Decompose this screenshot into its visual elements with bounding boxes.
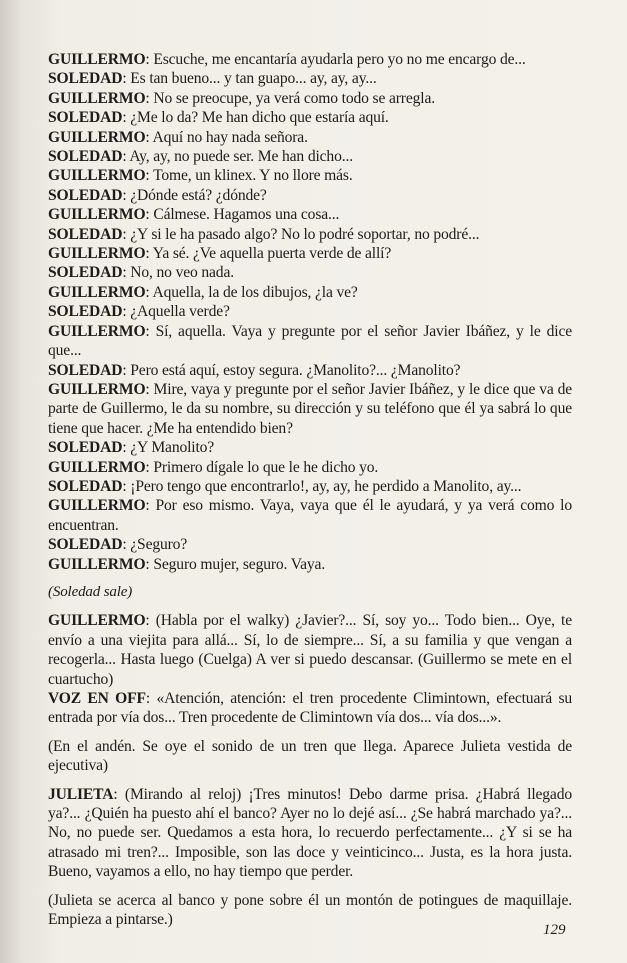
dialogue-text: : «Atención, atención: el tren procedente Climintown, efectuará su entrada por vía dos... Tren procedente de Climintown vía dos... vía dos...». — [48, 690, 573, 727]
spacer — [48, 882, 572, 891]
spacer — [48, 728, 572, 737]
speaker-name: SOLEDAD — [48, 361, 123, 379]
dialogue-line — [48, 186, 572, 205]
dialogue-text: : ¿Dónde está? ¿dónde? — [122, 186, 267, 204]
speaker-name: SOLEDAD — [48, 186, 123, 204]
speaker-name: SOLEDAD — [48, 477, 123, 495]
dialogue-line — [48, 244, 572, 263]
dialogue-line — [48, 785, 572, 882]
dialogue-text: : (Habla por el walky) ¿Javier?... Sí, soy yo... Todo bien... Oye, te envío a una viejita para allá... Sí, lo de siempre... Sí, a su familia y que vengan a recogerla... Hasta luego (Cuelga) A ver si puedo descansar. (Guillermo se mete en el cuartucho) — [48, 612, 572, 688]
speaker-name: SOLEDAD — [48, 148, 123, 166]
dialogue-line — [48, 205, 572, 224]
speaker-name: GUILLERMO — [48, 89, 146, 107]
dialogue-line — [48, 108, 572, 127]
dialogue-line — [48, 322, 572, 361]
dialogue-text: : Tome, un klinex. Y no llore más. — [145, 167, 353, 185]
dialogue-line — [48, 225, 572, 244]
dialogue-text: : Seguro mujer, seguro. Vaya. — [145, 555, 326, 573]
dialogue-line — [48, 458, 572, 477]
stage-direction-anden: (En el andén. Se oye el sonido de un tren que llega. Aparece Julieta vestida de ejecutiva) — [48, 737, 572, 775]
dialogue-line — [48, 361, 572, 380]
dialogue-line — [48, 263, 572, 282]
speaker-name: GUILLERMO — [48, 380, 146, 398]
speaker-name: GUILLERMO — [48, 497, 146, 515]
dialogue-text: : No se preocupe, ya verá como todo se arregla. — [145, 89, 435, 107]
speaker-name: GUILLERMO — [48, 206, 146, 224]
dialogue-text: : ¿Aquella verde? — [122, 303, 230, 321]
dialogue-line — [48, 477, 572, 496]
speaker-name: GUILLERMO — [48, 128, 146, 146]
speaker-name: SOLEDAD — [48, 439, 123, 457]
speaker-name: JULIETA — [48, 785, 114, 803]
dialogue-text: : Primero dígale lo que le he dicho yo. — [145, 458, 379, 476]
dialogue-text: : Por eso mismo. Vaya, vaya que él le ayudará, y ya verá como lo encuentran. — [48, 497, 572, 534]
dialogue-line — [48, 302, 572, 321]
speaker-name: GUILLERMO — [48, 612, 146, 630]
speaker-name: SOLEDAD — [48, 70, 123, 88]
speaker-name: SOLEDAD — [48, 225, 123, 243]
dialogue-text: : Aquella, la de los dibujos, ¿la ve? — [145, 283, 358, 301]
dialogue-line — [48, 611, 572, 689]
dialogue-line — [48, 283, 572, 302]
dialogue-text: : Aquí no hay nada señora. — [145, 128, 308, 146]
speaker-name: GUILLERMO — [48, 51, 146, 68]
speaker-name: GUILLERMO — [48, 322, 146, 340]
speaker-name: SOLEDAD — [48, 303, 123, 321]
speaker-name: SOLEDAD — [48, 109, 123, 127]
page-body — [48, 50, 572, 929]
dialogue-text: : ¡Pero tengo que encontrarlo!, ay, ay, he perdido a Manolito, ay... — [122, 477, 522, 495]
speaker-name: GUILLERMO — [48, 283, 146, 301]
dialogue-text: : Sí, aquella. Vaya y pregunte por el señor Javier Ibáñez, y le dice que... — [48, 322, 572, 360]
dialogue-text: : ¿Seguro? — [122, 536, 188, 554]
speaker-name: GUILLERMO — [48, 167, 146, 185]
dialogue-text: : ¿Y si le ha pasado algo? No lo podré soportar, no podré... — [122, 225, 480, 243]
dialogue-line — [48, 535, 572, 554]
speaker-name: GUILLERMO — [48, 458, 146, 476]
dialogue-text: : Ya sé. ¿Ve aquella puerta verde de allí? — [145, 245, 392, 263]
dialogue-block-1 — [48, 50, 572, 574]
dialogue-block-3 — [48, 785, 572, 882]
dialogue-line — [48, 69, 572, 88]
dialogue-line — [48, 380, 572, 438]
page-number: 129 — [543, 922, 566, 938]
speaker-name: GUILLERMO — [48, 245, 146, 263]
dialogue-line — [48, 128, 572, 147]
stage-direction-soledad-sale: (Soledad sale) — [48, 583, 133, 600]
dialogue-text: : Mire, vaya y pregunte por el señor Javier Ibáñez, y le dice que va de parte de Guillermo, le da su nombre, su dirección y su teléfono que él ya sabrá lo que tiene que hacer. ¿Me ha entendido bien? — [48, 380, 572, 437]
dialogue-line — [48, 50, 572, 69]
dialogue-text: : ¿Me lo da? Me han dicho que estaría aquí. — [122, 109, 389, 127]
dialogue-text: : No, no veo nada. — [122, 264, 234, 282]
speaker-name: SOLEDAD — [48, 536, 123, 554]
spacer — [48, 602, 572, 611]
dialogue-text: : Pero está aquí, estoy segura. ¿Manolito?... ¿Manolito? — [122, 361, 461, 379]
dialogue-text: : (Mirando al reloj) ¡Tres minutos! Debo darme prisa. ¿Habrá llegado ya?... ¿Quién ha puesto ahí el banco? Ayer no lo dejé así... ¿Se habrá marchado ya?... No, no puede ser. Quedamos a esta hora, lo recuerdo perfectamente... ¿Y si se ha atrasado mi tren?... Imposible, son las doce y veinticinco... Justa, es la hora justa. Bueno, vayamos a ello, no hay tiempo que perder. — [48, 785, 572, 881]
speaker-name: VOZ EN OFF — [48, 690, 146, 707]
stage-direction-julieta-maquillaje: (Julieta se acerca al banco y pone sobre él un montón de potingues de maquillaje. Empieza a pintarse.) — [48, 891, 572, 929]
dialogue-line — [48, 555, 572, 574]
dialogue-text: : Escuche, me encantaría ayudarla pero yo no me encargo de... — [145, 51, 526, 68]
dialogue-text: : Es tan bueno... y tan guapo... ay, ay, ay... — [122, 70, 377, 88]
dialogue-line — [48, 166, 572, 185]
speaker-name: SOLEDAD — [48, 264, 123, 282]
spacer — [48, 776, 572, 785]
dialogue-line — [48, 496, 572, 535]
speaker-name: GUILLERMO — [48, 555, 146, 573]
dialogue-text: : Ay, ay, no puede ser. Me han dicho... — [122, 148, 353, 166]
dialogue-line — [48, 89, 572, 108]
dialogue-text: : ¿Y Manolito? — [122, 439, 215, 457]
dialogue-line — [48, 438, 572, 457]
dialogue-text: : Cálmese. Hagamos una cosa... — [145, 206, 340, 224]
dialogue-line — [48, 689, 572, 728]
dialogue-line — [48, 147, 572, 166]
dialogue-block-2 — [48, 611, 572, 727]
spacer — [48, 574, 572, 583]
